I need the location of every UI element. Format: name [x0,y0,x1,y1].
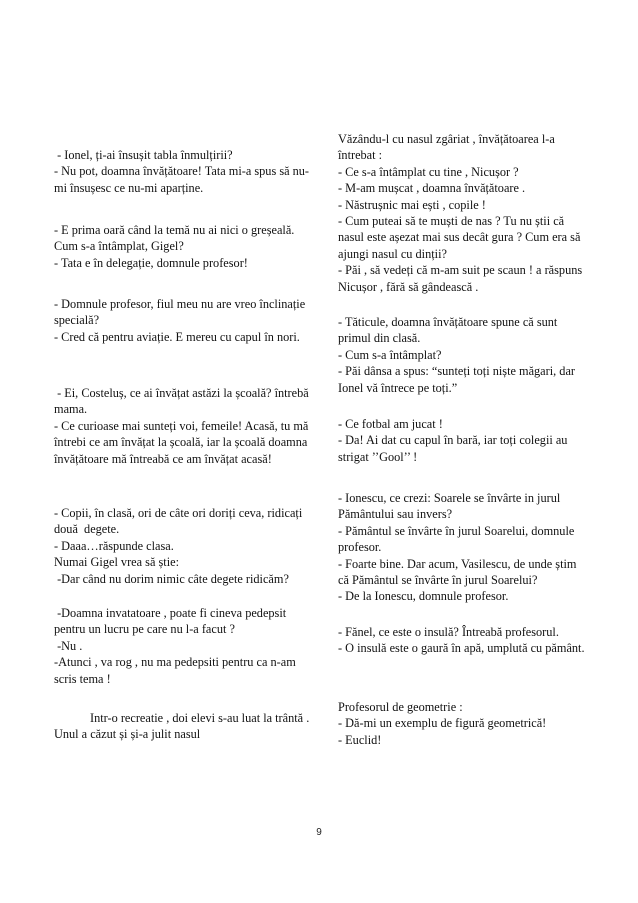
text-line: - Nu pot, doamna învățătoare! Tata mi-a spus să nu-mi însușesc ce nu-mi aparține. [54,164,310,195]
text-line: - Fănel, ce este o insulă? Întreabă profesorul. [338,625,559,639]
joke-block [54,222,316,271]
text-line: Numai Gigel vrea să știe: [54,555,179,570]
joke-block [338,314,588,396]
text-line: - Ionescu, ce crezi: Soarele se învârte in jurul Pământului sau invers? [338,491,564,522]
text-line: - Foarte bine. Dar acum, Vasilescu, de unde știm că Pământul se învârte în jurul Soarelui? [338,556,580,588]
text-line: - Domnule profesor, fiul meu nu are vreo înclinație specială? [54,297,315,328]
text-line: - Ionel, ți-ai însușit tabla înmulțirii? [54,148,233,162]
joke-block [54,505,316,587]
text-line: - Copii, în clasă, ori de câte ori doriți ceva, ridicați două degete. [54,506,306,537]
joke-block [54,385,316,467]
text-line: - Euclid! [338,732,382,747]
text-line: - Pământul se învârte în jurul Soarelui, domnule profesor. [338,523,578,555]
text-line: - Cum puteai să te muști de nas ? Tu nu știi că nasul este așezat mai sus decât gura ? Cum era să ajungi nasul cu dinții? [338,214,584,261]
text-line: - Ei, Costeluș, ce ai învățat astăzi la școală? întrebă mama. [54,386,312,417]
joke-block [54,710,316,743]
text-line: -Doamna invatatoare , poate fi cineva pedepsit pentru un lucru pe care nu l-a facut ? [54,606,290,637]
joke-block [54,605,316,687]
text-line: Văzându-l cu nasul zgâriat , învățătoarea l-a întrebat : [338,132,558,163]
text-line: - Păi dânsa a spus: “sunteți toți niște măgari, dar Ionel vă întrece pe toți.” [338,364,579,395]
text-line: - De la Ionescu, domnule profesor. [338,589,509,604]
text-line: -Nu . [54,638,83,653]
text-line: Profesorul de geometrie : [338,700,463,714]
text-line: - Ce s-a întâmplat cu tine , Nicușor ? [338,164,519,179]
text-line: -Dar când nu dorim nimic câte degete ridicăm? [54,571,289,586]
text-line: - Tăticule, doamna învățătoare spune că sunt primul din clasă. [338,315,561,346]
text-line: Intr-o recreatie , doi elevi s-au luat la trântă . Unul a căzut și și-a julit nasul [54,711,313,742]
joke-block [54,296,316,345]
text-line: - Ce curioase mai sunteți voi, femeile! Acasă, tu mă întrebi ce am învățat la școală, iar la școală doamna învățătoare mă întreabă ce am învățat acasă! [54,418,312,466]
text-line: - Cred că pentru aviație. E mereu cu capul în nori. [54,329,300,344]
joke-block [338,131,588,295]
joke-block [338,490,588,605]
joke-block [54,147,316,196]
joke-block [338,624,588,657]
text-line: - M-am mușcat , doamna învățătoare . [338,181,526,196]
text-line: -Atunci , va rog , nu ma pedepsiti pentru ca n-am scris tema ! [54,655,299,686]
text-line: - Tata e în delegație, domnule profesor! [54,255,248,270]
text-line: - Cum s-a întâmplat? [338,347,442,362]
text-line: - Dă-mi un exemplu de figură geometrică! [338,716,547,731]
text-line: - E prima oară când la temă nu ai nici o greșeală. Cum s-a întâmplat, Gigel? [54,223,298,254]
text-line: - Daaa…răspunde clasa. [54,538,174,553]
joke-block [338,416,588,465]
text-line: - Păi , să vedeți că m-am suit pe scaun ! a răspuns Nicușor , fără să gândească . [338,263,586,294]
text-line: - Ce fotbal am jucat ! [338,417,443,431]
text-line: - Năstrușnic mai ești , copile ! [338,197,486,212]
text-line: - Da! Ai dat cu capul în bară, iar toți colegii au strigat ’’Gool’’ ! [338,433,571,464]
text-line: - O insulă este o gaură în apă, umplută cu pământ. [338,641,585,656]
joke-block [338,699,588,748]
page-number: 9 [316,827,322,838]
